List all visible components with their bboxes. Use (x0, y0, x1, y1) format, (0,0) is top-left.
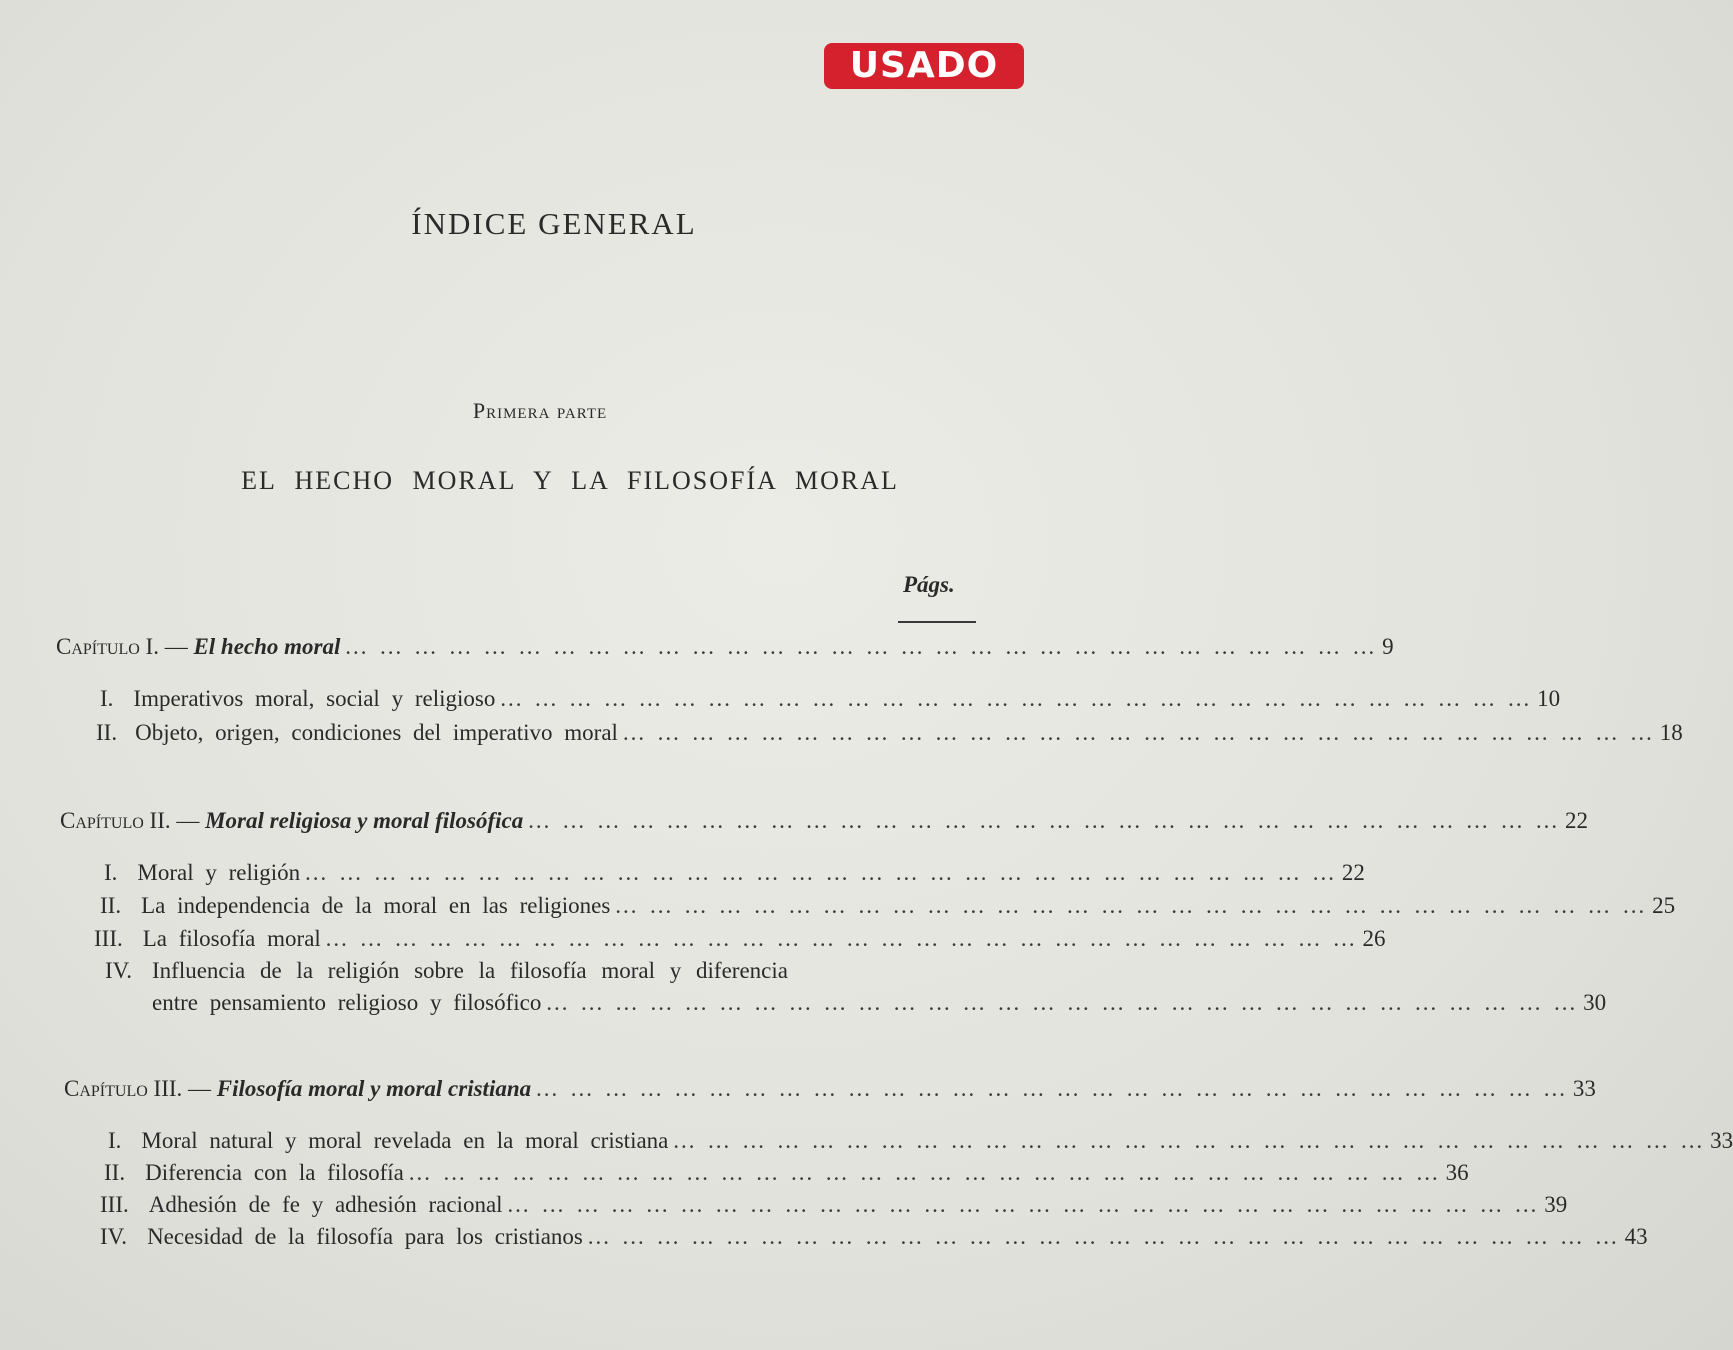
chapter-1-row (56, 634, 1394, 660)
section-page: 10 (1537, 686, 1561, 711)
section-number: II. (96, 720, 118, 745)
section-title: Influencia de la religión sobre la filosofía moral y diferencia (152, 958, 788, 983)
chapter-1-section-2 (96, 720, 1683, 746)
section-number: III. (94, 926, 123, 951)
chapter-3-section-2 (104, 1160, 1469, 1186)
chapter-3-label: Capítulo III. — (64, 1076, 212, 1101)
chapter-2-section-4-cont (152, 990, 1607, 1016)
chapter-3-section-3 (100, 1192, 1568, 1218)
chapter-3-section-1 (108, 1128, 1733, 1154)
chapter-1-section-1 (100, 686, 1561, 712)
dot-leader: … … … … … … … … … … … … … … … … … … … … … … … … … … … … … … (614, 893, 1649, 918)
section-title: Imperativos moral, social y religioso (133, 686, 496, 711)
section-page: 30 (1583, 990, 1607, 1015)
section-number: III. (100, 1192, 129, 1217)
part-title: Primera parte (472, 398, 608, 423)
chapter-1-page: 9 (1382, 634, 1394, 659)
dot-leader: … … … … … … … … … … … … … … … … … … … … … … … … … … … … … … (407, 1160, 1442, 1185)
section-title-continuation: entre pensamiento religioso y filosófico (152, 990, 542, 1015)
chapter-3-section-4 (100, 1224, 1648, 1250)
index-title: ÍNDICE GENERAL (411, 206, 697, 241)
chapter-2-row (60, 808, 1589, 834)
dot-leader: … … … … … … … … … … … … … … … … … … … … … … … … … … … … … … (344, 634, 1379, 659)
section-title: Objeto, origen, condiciones del imperativo moral (135, 720, 618, 745)
section-number: II. (100, 893, 122, 918)
section-title: Necesidad de la filosofía para los cristianos (147, 1224, 583, 1249)
used-badge: USADO (824, 43, 1024, 89)
pages-column-rule (898, 621, 976, 623)
section-page: 22 (1341, 860, 1365, 885)
section-number: II. (104, 1160, 126, 1185)
dot-leader: … … … … … … … … … … … … … … … … … … … … … … … … … … … … … … (499, 686, 1534, 711)
chapter-1-label: Capítulo I. — (56, 634, 188, 659)
chapter-2-title: Moral religiosa y moral filosófica (205, 808, 524, 833)
section-title: Moral natural y moral revelada en la moral cristiana (141, 1128, 669, 1153)
section-number: I. (104, 860, 118, 885)
section-number: IV. (100, 1224, 128, 1249)
section-page: 33 (1710, 1128, 1733, 1153)
section-title: Moral y religión (137, 860, 301, 885)
chapter-2-section-1 (104, 860, 1365, 886)
section-number: IV. (104, 958, 132, 983)
section-page: 43 (1624, 1224, 1648, 1249)
section-page: 18 (1659, 720, 1683, 745)
section-page: 25 (1652, 893, 1676, 918)
dot-leader: … … … … … … … … … … … … … … … … … … … … … … … … … … … … … … (672, 1128, 1707, 1153)
chapter-3-title: Filosofía moral y moral cristiana (216, 1076, 532, 1101)
dot-leader: … … … … … … … … … … … … … … … … … … … … … … … … … … … … … … (324, 926, 1359, 951)
book-title: EL HECHO MORAL Y LA FILOSOFÍA MORAL (241, 466, 899, 495)
dot-leader: … … … … … … … … … … … … … … … … … … … … … … … … … … … … … … (527, 808, 1562, 833)
chapter-2-section-3 (94, 926, 1386, 952)
section-page: 39 (1544, 1192, 1568, 1217)
chapter-3-row (64, 1076, 1596, 1102)
section-number: I. (108, 1128, 122, 1153)
chapter-1-title: El hecho moral (193, 634, 341, 659)
chapter-2-section-2 (100, 893, 1676, 919)
dot-leader: … … … … … … … … … … … … … … … … … … … … … … … … … … … … … … (506, 1192, 1541, 1217)
section-title: Adhesión de fe y adhesión racional (148, 1192, 503, 1217)
section-number: I. (100, 686, 114, 711)
chapter-3-page: 33 (1572, 1076, 1596, 1101)
dot-leader: … … … … … … … … … … … … … … … … … … … … … … … … … … … … … … (586, 1224, 1621, 1249)
dot-leader: … … … … … … … … … … … … … … … … … … … … … … … … … … … … … … (621, 720, 1656, 745)
chapter-2-page: 22 (1565, 808, 1589, 833)
section-page: 36 (1445, 1160, 1469, 1185)
section-title: Diferencia con la filosofía (145, 1160, 404, 1185)
chapter-2-section-4 (94, 958, 898, 984)
section-title: La independencia de la moral en las religiones (141, 893, 611, 918)
dot-leader: … … … … … … … … … … … … … … … … … … … … … … … … … … … … … … (545, 990, 1580, 1015)
dot-leader: … … … … … … … … … … … … … … … … … … … … … … … … … … … … … … (304, 860, 1338, 885)
dot-leader: … … … … … … … … … … … … … … … … … … … … … … … … … … … … … … (535, 1076, 1569, 1101)
section-title: La filosofía moral (142, 926, 321, 951)
pages-column-label: Págs. (903, 572, 955, 597)
chapter-2-label: Capítulo II. — (60, 808, 200, 833)
section-page: 26 (1362, 926, 1386, 951)
